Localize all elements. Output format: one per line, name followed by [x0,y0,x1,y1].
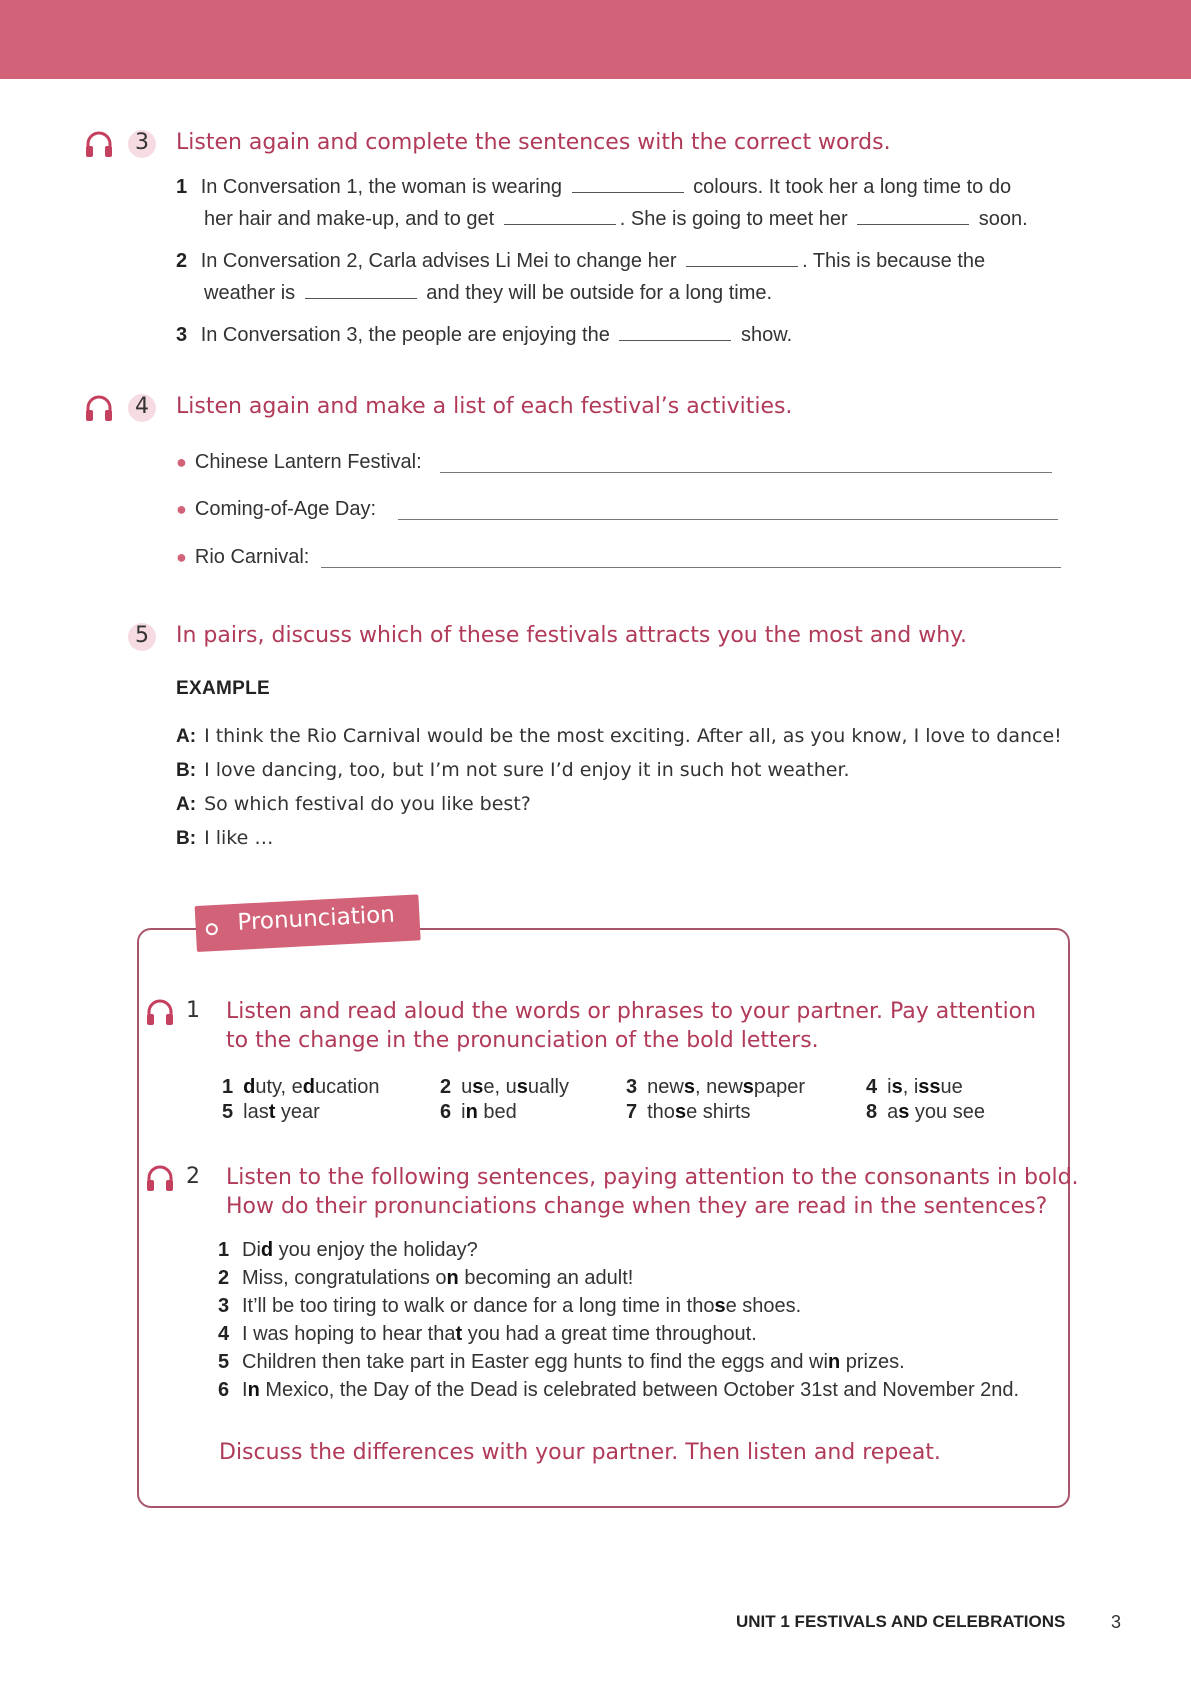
word-item: 6 in bed [440,1101,517,1123]
sentence-item: 3 In Conversation 3, the people are enjoying the show. [176,319,1076,351]
list-item: 1 Did you enjoy the holiday? [218,1239,478,1261]
list-item: 4 I was hoping to hear that you had a great time throughout. [218,1323,757,1345]
bullet-icon: ● [176,452,187,472]
word-item: 5 last year [222,1101,320,1123]
dialogue-line: B: I like … [176,827,274,849]
word-item: 2 use, usually [440,1076,569,1098]
answer-line[interactable] [321,567,1061,568]
exercise-number: 2 [186,1164,200,1189]
answer-line[interactable] [440,472,1052,473]
sentence-item: 2 In Conversation 2, Carla advises Li Mei to change her . This is because the [176,245,1076,277]
answer-blank[interactable] [686,246,798,267]
exercise-title: Listen again and complete the sentences with the correct words. [176,130,891,155]
dialogue-line: B: I love dancing, too, but I’m not sure I’d enjoy it in such hot weather. [176,759,850,781]
exercise-number: 3 [135,130,149,155]
exercise-title: Listen and read aloud the words or phrases to your partner. Pay attention to the change in the pronunciation of the bold letters. [226,999,1037,1053]
word-item: 1 duty, education [222,1076,380,1098]
sentence-item-cont: her hair and make-up, and to get . She is going to meet her soon. [204,203,1084,235]
sentence-item-cont: weather is and they will be outside for a long time. [204,277,1084,309]
list-item: ● Coming-of-Age Day: [176,498,377,520]
answer-blank[interactable] [504,204,616,225]
exercise-number: 5 [135,623,149,648]
word-item: 4 is, issue [866,1076,963,1098]
exercise-title: In pairs, discuss which of these festivals attracts you the most and why. [176,623,968,648]
headphones-icon[interactable] [145,997,175,1027]
sentence-list [218,1236,1019,1404]
dialogue-line: A: I think the Rio Carnival would be the most exciting. After all, as you know, I love to dance! [176,725,1062,747]
answer-line[interactable] [398,519,1058,520]
bullet-icon: ● [176,499,187,519]
unit-footer: UNIT 1 FESTIVALS AND CELEBRATIONS [736,1612,1066,1631]
example-label: EXAMPLE [176,678,270,699]
sentence-item: 1 In Conversation 1, the woman is wearing colours. It took her a long time to do [176,171,1076,203]
answer-blank[interactable] [857,204,969,225]
header-bar [0,0,1191,79]
exercise-number: 1 [186,998,200,1023]
exercise-title: Listen again and make a list of each festival’s activities. [176,394,793,419]
list-item: ● Rio Carnival: [176,546,310,568]
word-item: 3 news, newspaper [626,1076,806,1098]
exercise-number: 4 [135,394,149,419]
answer-blank[interactable] [305,278,417,299]
headphones-icon[interactable] [84,393,114,423]
list-item: 5 Children then take part in Easter egg hunts to find the eggs and win prizes. [218,1351,905,1373]
list-item: 2 Miss, congratulations on becoming an adult! [218,1267,634,1289]
list-item: 3 It’ll be too tiring to walk or dance for a long time in those shoes. [218,1295,802,1317]
page-number: 3 [1111,1612,1122,1632]
exercise-title: Listen to the following sentences, paying attention to the consonants in bold. How do their pronunciations change when they are read in the sentences? [226,1165,1079,1219]
answer-blank[interactable] [619,320,731,341]
discuss-instruction: Discuss the differences with your partner. Then listen and repeat. [219,1440,941,1465]
circle-icon [206,923,219,936]
pronunciation-tab: Pronunciation [195,894,421,952]
headphones-icon[interactable] [145,1163,175,1193]
headphones-icon[interactable] [84,129,114,159]
word-item: 7 those shirts [626,1101,751,1123]
bullet-icon: ● [176,547,187,567]
answer-blank[interactable] [572,172,684,193]
word-item: 8 as you see [866,1101,985,1123]
dialogue-line: A: So which festival do you like best? [176,793,531,815]
list-item: 6 In Mexico, the Day of the Dead is celebrated between October 31st and November 2nd. [218,1379,1020,1401]
list-item: ● Chinese Lantern Festival: [176,451,422,473]
